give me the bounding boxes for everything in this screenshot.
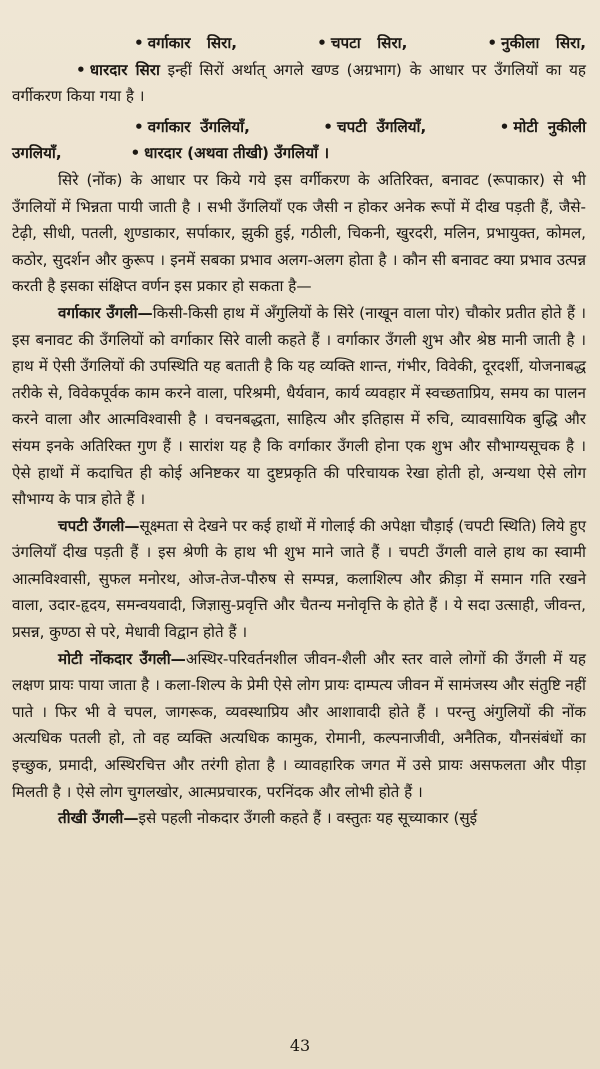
- section-text: सूक्ष्मता से देखने पर कई हाथों में गोलाई की अपेक्षा चौड़ाई (चपटी स्थिति) लिये हुए उंगलियाँ दीख पड़ती हैं । इस श्रेणी के हाथ भी शुभ माने जाते हैं । चपटी उँगली वाले हाथ का स्वामी आत्मविश्वासी, सुफल मनोरथ, ओज-तेज-पौरुष से सम्पन्न, कलाशिल्प और क्रीड़ा में समान गति रखने वाला, उदार-हृदय, समन्वयवादी, जिज्ञासु-प्रवृत्ति और चैतन्य मनोवृत्ति के होते हैं । ये सदा उत्साही, जीवन्त, प्रसन्न, कुण्ठा से परे, मेधावी विद्वान होते हैं ।: [12, 516, 586, 642]
- classification-text: इन्हीं सिरों अर्थात् अगले खण्ड (अग्रभाग) के आधार पर उँगलियों का यह वर्गीकरण किया गया है ।: [12, 60, 586, 106]
- section-paragraph: [12, 805, 586, 832]
- section-text: इसे पहली नोकदार उँगली कहते हैं । वस्तुतः यह सूच्याकार (सुई: [138, 809, 478, 828]
- section-paragraph: [12, 646, 586, 806]
- classification-item: धारदार (अथवा तीखी) उँगलियाँ ।: [144, 144, 330, 163]
- page-number: 43: [289, 1036, 311, 1055]
- bullet-icon: •: [317, 34, 327, 52]
- intro-paragraph: सिरे (नोंक) के आधार पर किये गये इस वर्गीकरण के अतिरिक्त, बनावट (रूपाकार) से भी उँगलियों में भिन्नता पायी जाती है । सभी उँगलियाँ एक जैसी न होकर अनेक रूपों में दीख पड़ती हैं, जैसे- टेढ़ी, सीधी, पतली, शुण्डाकार, सर्पाकार, झुकी हुई, गठीली, चिकनी, खुरदरी, मलिन, प्रभायुक्त, कोमल, कठोर, सुदर्शन और कुरूप । इनमें सबका प्रभाव अलग-अलग होता है । कौन सी बनावट क्या प्रभाव उत्पन्न करती है इसका संक्षिप्त वर्णन इस प्रकार हो सकता है—: [12, 170, 586, 296]
- bullet-icon: •: [76, 60, 86, 79]
- section-paragraph: [12, 300, 586, 513]
- section-heading: तीखी उँगली—: [58, 809, 139, 828]
- classification-paragraph-2: [12, 114, 586, 167]
- section-text: किसी-किसी हाथ में अँगुलियों के सिरे (नाखून वाला पोर) चौकोर प्रतीत होते हैं । इस बनावट की उँगलियों को वर्गाकार सिरे वाली कहते हैं । वर्गाकार उँगली शुभ और श्रेष्ठ मानी जाती है । हाथ में ऐसी उँगलियों की उपस्थिति यह बताती है कि यह व्यक्ति शान्त, गंभीर, विवेकी, दूरदर्शी, योजनाबद्ध तरीके से, विवेकपूर्वक काम करने वाला, परिश्रमी, धैर्यवान, कार्य व्यवहार में स्वच्छताप्रिय, समय का पालन करने वाला और आत्मविश्वासी है । वचनबद्धता, साहित्य और इतिहास में रुचि, व्यावसायिक बुद्धि और संयम इनके अतिरिक्त गुण हैं । सारांश यह है कि वर्गाकार उँगली होना एक शुभ और सौभाग्यसूचक है । ऐसे हाथों में कदाचित ही कोई अनिष्टकर या दुष्टप्रकृति की परिचायक रेखा होती हो, अन्यथा ऐसे लोग सौभाग्य के पात्र होते हैं ।: [12, 303, 586, 509]
- bullet-icon: •: [487, 34, 498, 52]
- section-heading: मोटी नोंकदार उँगली—: [58, 649, 186, 668]
- bullet-icon: •: [499, 117, 510, 136]
- section-text: अस्थिर-परिवर्तनशील जीवन-शैली और स्तर वाले लोगों की उँगली में यह लक्षण प्रायः पाया जाता है । कला-शिल्प के प्रेमी ऐसे लोग प्रायः दाम्पत्य जीवन में सामंजस्य और संतुष्टि नहीं पाते । फिर भी वे चपल, जागरूक, व्यवस्थाप्रिय और आशावादी होते हैं । परन्तु अंगुलियों की नोंक अत्यधिक पतली हो, तो वह व्यक्ति अत्यधिक कामुक, रोमानी, कल्पनाजीवी, अनैतिक, यौनसंबंधों का इच्छुक, प्रमादी, अस्थिरचित्त और तरंगी होता है । व्यावहारिक जगत में उसे प्रायः असफलता और पीड़ा मिलती है । ऐसे लोग चुगलखोर, आत्मप्रचारक, परनिंदक और लोभी होते हैं ।: [12, 649, 586, 801]
- bullet-icon: •: [134, 117, 144, 136]
- classification-item: चपटा सिरा,: [330, 34, 408, 52]
- classification-item: मोटी नुकीली उगलियाँ,: [12, 117, 587, 163]
- bullet-icon: •: [130, 144, 141, 163]
- classification-paragraph-1: [12, 30, 586, 110]
- classification-item: वर्गाकार सिरा,: [147, 34, 238, 52]
- classification-item: नुकीला सिरा,: [501, 34, 587, 52]
- section-paragraph: [12, 513, 586, 646]
- section-heading: चपटी उँगली—: [58, 516, 140, 535]
- bullet-icon: •: [323, 117, 333, 136]
- classification-item: वर्गाकार उँगलियाँ,: [147, 117, 250, 136]
- section-heading: वर्गाकार उँगली—: [58, 303, 153, 322]
- classification-item: चपटी उँगलियाँ,: [336, 117, 427, 136]
- bullet-icon: •: [134, 34, 144, 52]
- classification-item: धारदार सिरा: [89, 60, 160, 79]
